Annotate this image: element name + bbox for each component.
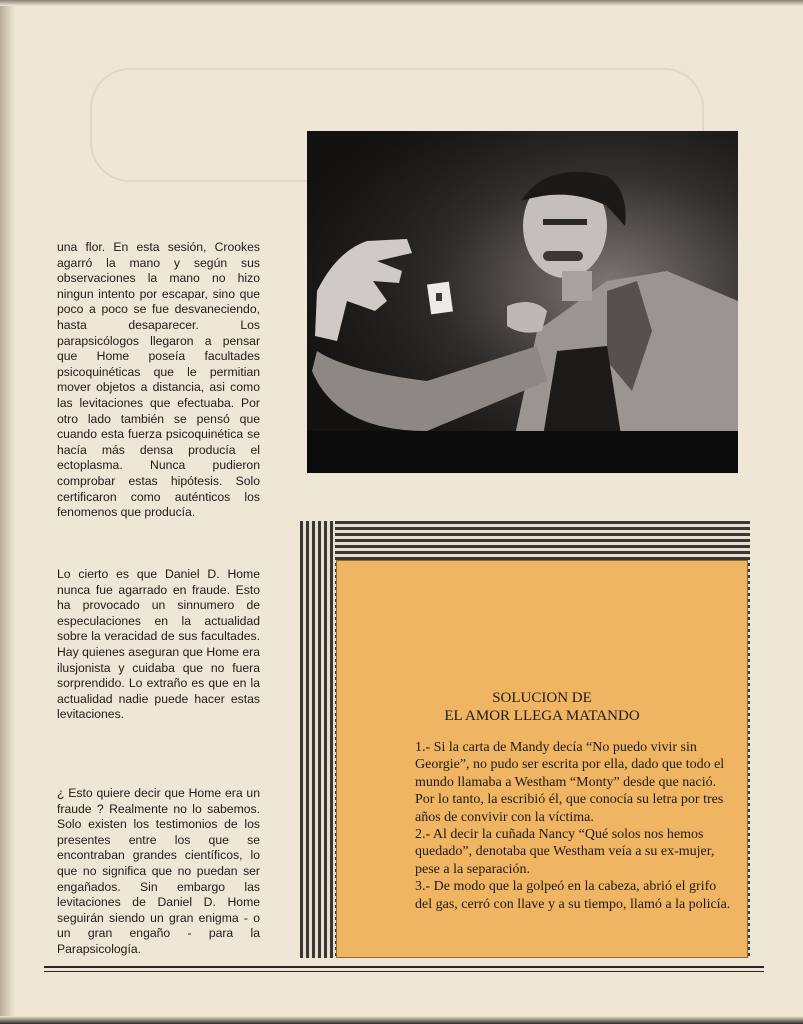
solution-text <box>415 739 731 913</box>
footer-rule <box>44 966 764 968</box>
solution-item-1: 1.- Si la carta de Mandy decía “No puedo vivir sin Georgie”, no pudo ser escrita por ella, dado que todo el mundo llamaba a Westham “Monty” desde que nació. Por lo tanto, la escribió él, que conocía su letra por tres años de convivir con la víctima. <box>415 740 725 825</box>
solution-title-line-2: EL AMOR LLEGA MATANDO <box>444 708 640 724</box>
article-paragraph: Lo cierto es que Daniel D. Home nunca fue agarrado en fraude. Esto ha provocado un sinnumero de especulaciones en la actualidad sobre la veracidad de sus facultades. Hay quienes aseguran que Home era ilusjonista y cuidaba que no fuera sorprendido. Lo extraño es que en la actualidad nadie puede hacer estas levitaciones. <box>57 567 260 722</box>
photo-magician-levitating-card <box>307 131 738 473</box>
solution-title-line-1: SOLUCION DE <box>492 690 592 706</box>
article-paragraph: ¿ Esto quiere decir que Home era un fraude ? Realmente no lo sabemos. Solo existen los testimonios de los presentes entre los que se encontraban grandes científicos, lo que no significa que no puedan ser engañados. Sin embargo las levitaciones de Daniel D. Home seguirán siendo un gran enigma - o un gran engaño - para la Parapsicología. <box>57 786 260 956</box>
page-top-edge <box>0 0 803 6</box>
solution-box-striped-frame-left <box>300 521 335 958</box>
page-binding-edge <box>0 0 16 1024</box>
article-column-top <box>57 240 260 521</box>
article-column-bottom <box>57 786 260 958</box>
solution-item-2: 2.- Al decir la cuñada Nancy “Qué solos nos hemos quedado”, denotaba que Westham veía a su ex-mujer, pese a la separación. <box>415 827 715 877</box>
solution-box <box>336 560 748 958</box>
photo-illustration <box>307 131 738 473</box>
solution-item-3: 3.- De modo que la golpeó en la cabeza, abrió el grifo del gas, cerró con llave y a su tiempo, llamó a la policía. <box>415 879 731 912</box>
footer-rule-thin <box>44 971 764 972</box>
article-column-middle <box>57 567 260 723</box>
page-bottom-edge <box>0 1016 803 1024</box>
article-paragraph: una flor. En esta sesión, Crookes agarró la mano y según sus observaciones la mano no hizo ningun intento por escapar, sino que poco a poco se fue desvaneciendo, hasta desaparecer. Los parapsicólogos llegaron a pensar que Home poseía facultades psicoquinéticas que le permitian mover objetos a distancia, asi como las levitaciones que efectuaba. Por otro lado también se pensó que cuando esta fuerza psicoquinética se hacía más densa producía el ectoplasma. Nunca pudieron comprobar estas hipótesis. Solo certificaron como auténticos los fenomenos que producía. <box>57 240 260 520</box>
